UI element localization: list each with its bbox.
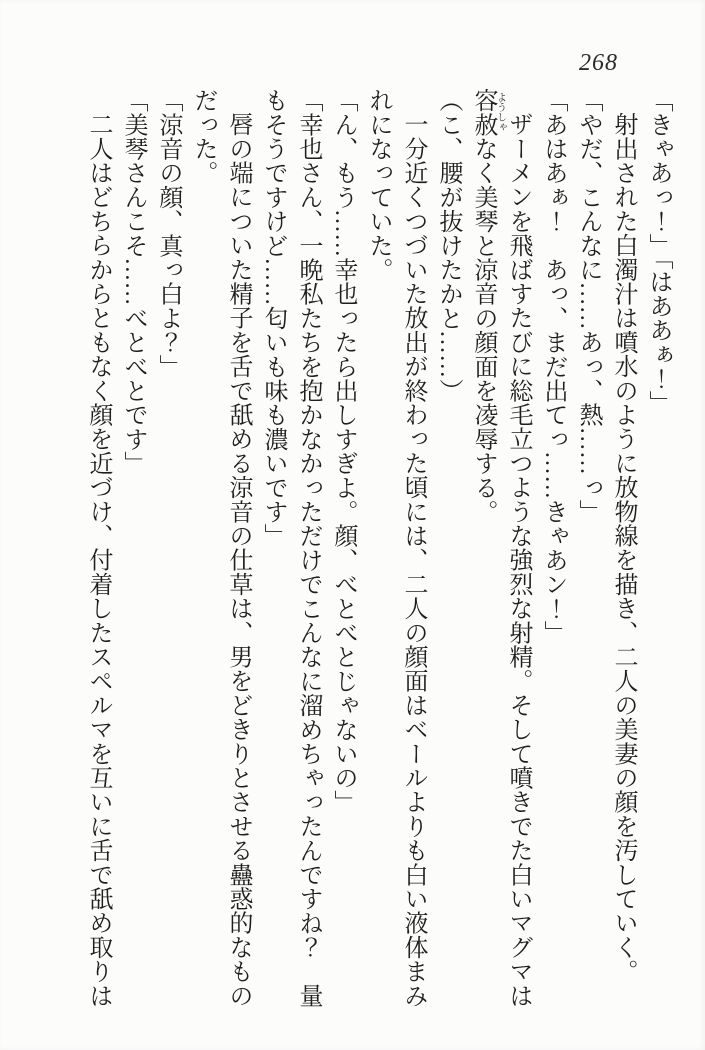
text-run: 二人はどちらからともなく顔を近づけ、付着したスペルマを互いに舌で舐め取りは	[85, 112, 111, 1008]
text-run: 「やだ、こんなに……あっ、熱……っ」	[575, 88, 601, 524]
paragraph	[465, 88, 535, 1010]
paragraph	[640, 88, 675, 1010]
paragraph	[255, 88, 325, 1010]
furigana-term: 容赦ようしゃ	[470, 88, 506, 137]
text-run: 「あはあぁ！ あっ、まだ出てっ……きゃあン！」	[540, 88, 566, 645]
paragraph	[115, 88, 150, 1010]
paragraph	[150, 88, 185, 1010]
paragraph	[80, 88, 115, 1010]
paragraph	[360, 88, 430, 1010]
text-run: 唇の端についた精子を舌で舐める涼音の仕草は、男をどきりとさせる蠱惑的なものだった。	[190, 88, 251, 1008]
paragraph	[535, 88, 570, 1010]
text-run: 一分近くつづいた放出が終わった頃には、二人の顔面はベールよりも白い液体まみれになっていた。	[365, 88, 426, 1008]
text-run: 「涼音の顔、真っ白よ？」	[155, 88, 181, 379]
furigana: ようしゃ	[494, 88, 506, 137]
text-run: 「ん、もう……幸也ったら出しすぎよ。顔、べとべとじゃないの」	[330, 88, 356, 814]
text-run: 「美琴さんこそ……べとべとです」	[120, 88, 146, 476]
text-run: 「幸也さん、一晩私たちを抱かなかっただけでこんなに溜めちゃったんですね？ 量もそうですけど……匂いも味も濃いです」	[260, 88, 321, 1008]
paragraph	[185, 88, 255, 1010]
paragraph	[605, 88, 640, 1010]
text-block	[55, 88, 675, 1010]
text-run: （こ、腰が抜けたかと……）	[435, 88, 461, 403]
text-run: なく美琴と涼音の顔面を凌辱する。	[470, 136, 496, 524]
text-run: 射出された白濁汁は噴水のように放物線を描き、二人の美妻の顔を汚していく。	[610, 112, 636, 984]
text-run: 「きゃあっ！」「はああぁ！」	[645, 88, 671, 415]
text-run: ザーメンを飛ばすたびに総毛立つような強烈な射精。そして噴きでた白いマグマは	[505, 112, 531, 1008]
paragraph	[325, 88, 360, 1010]
paragraph	[430, 88, 465, 1010]
page-number: 268	[579, 50, 618, 76]
paragraph	[570, 88, 605, 1010]
